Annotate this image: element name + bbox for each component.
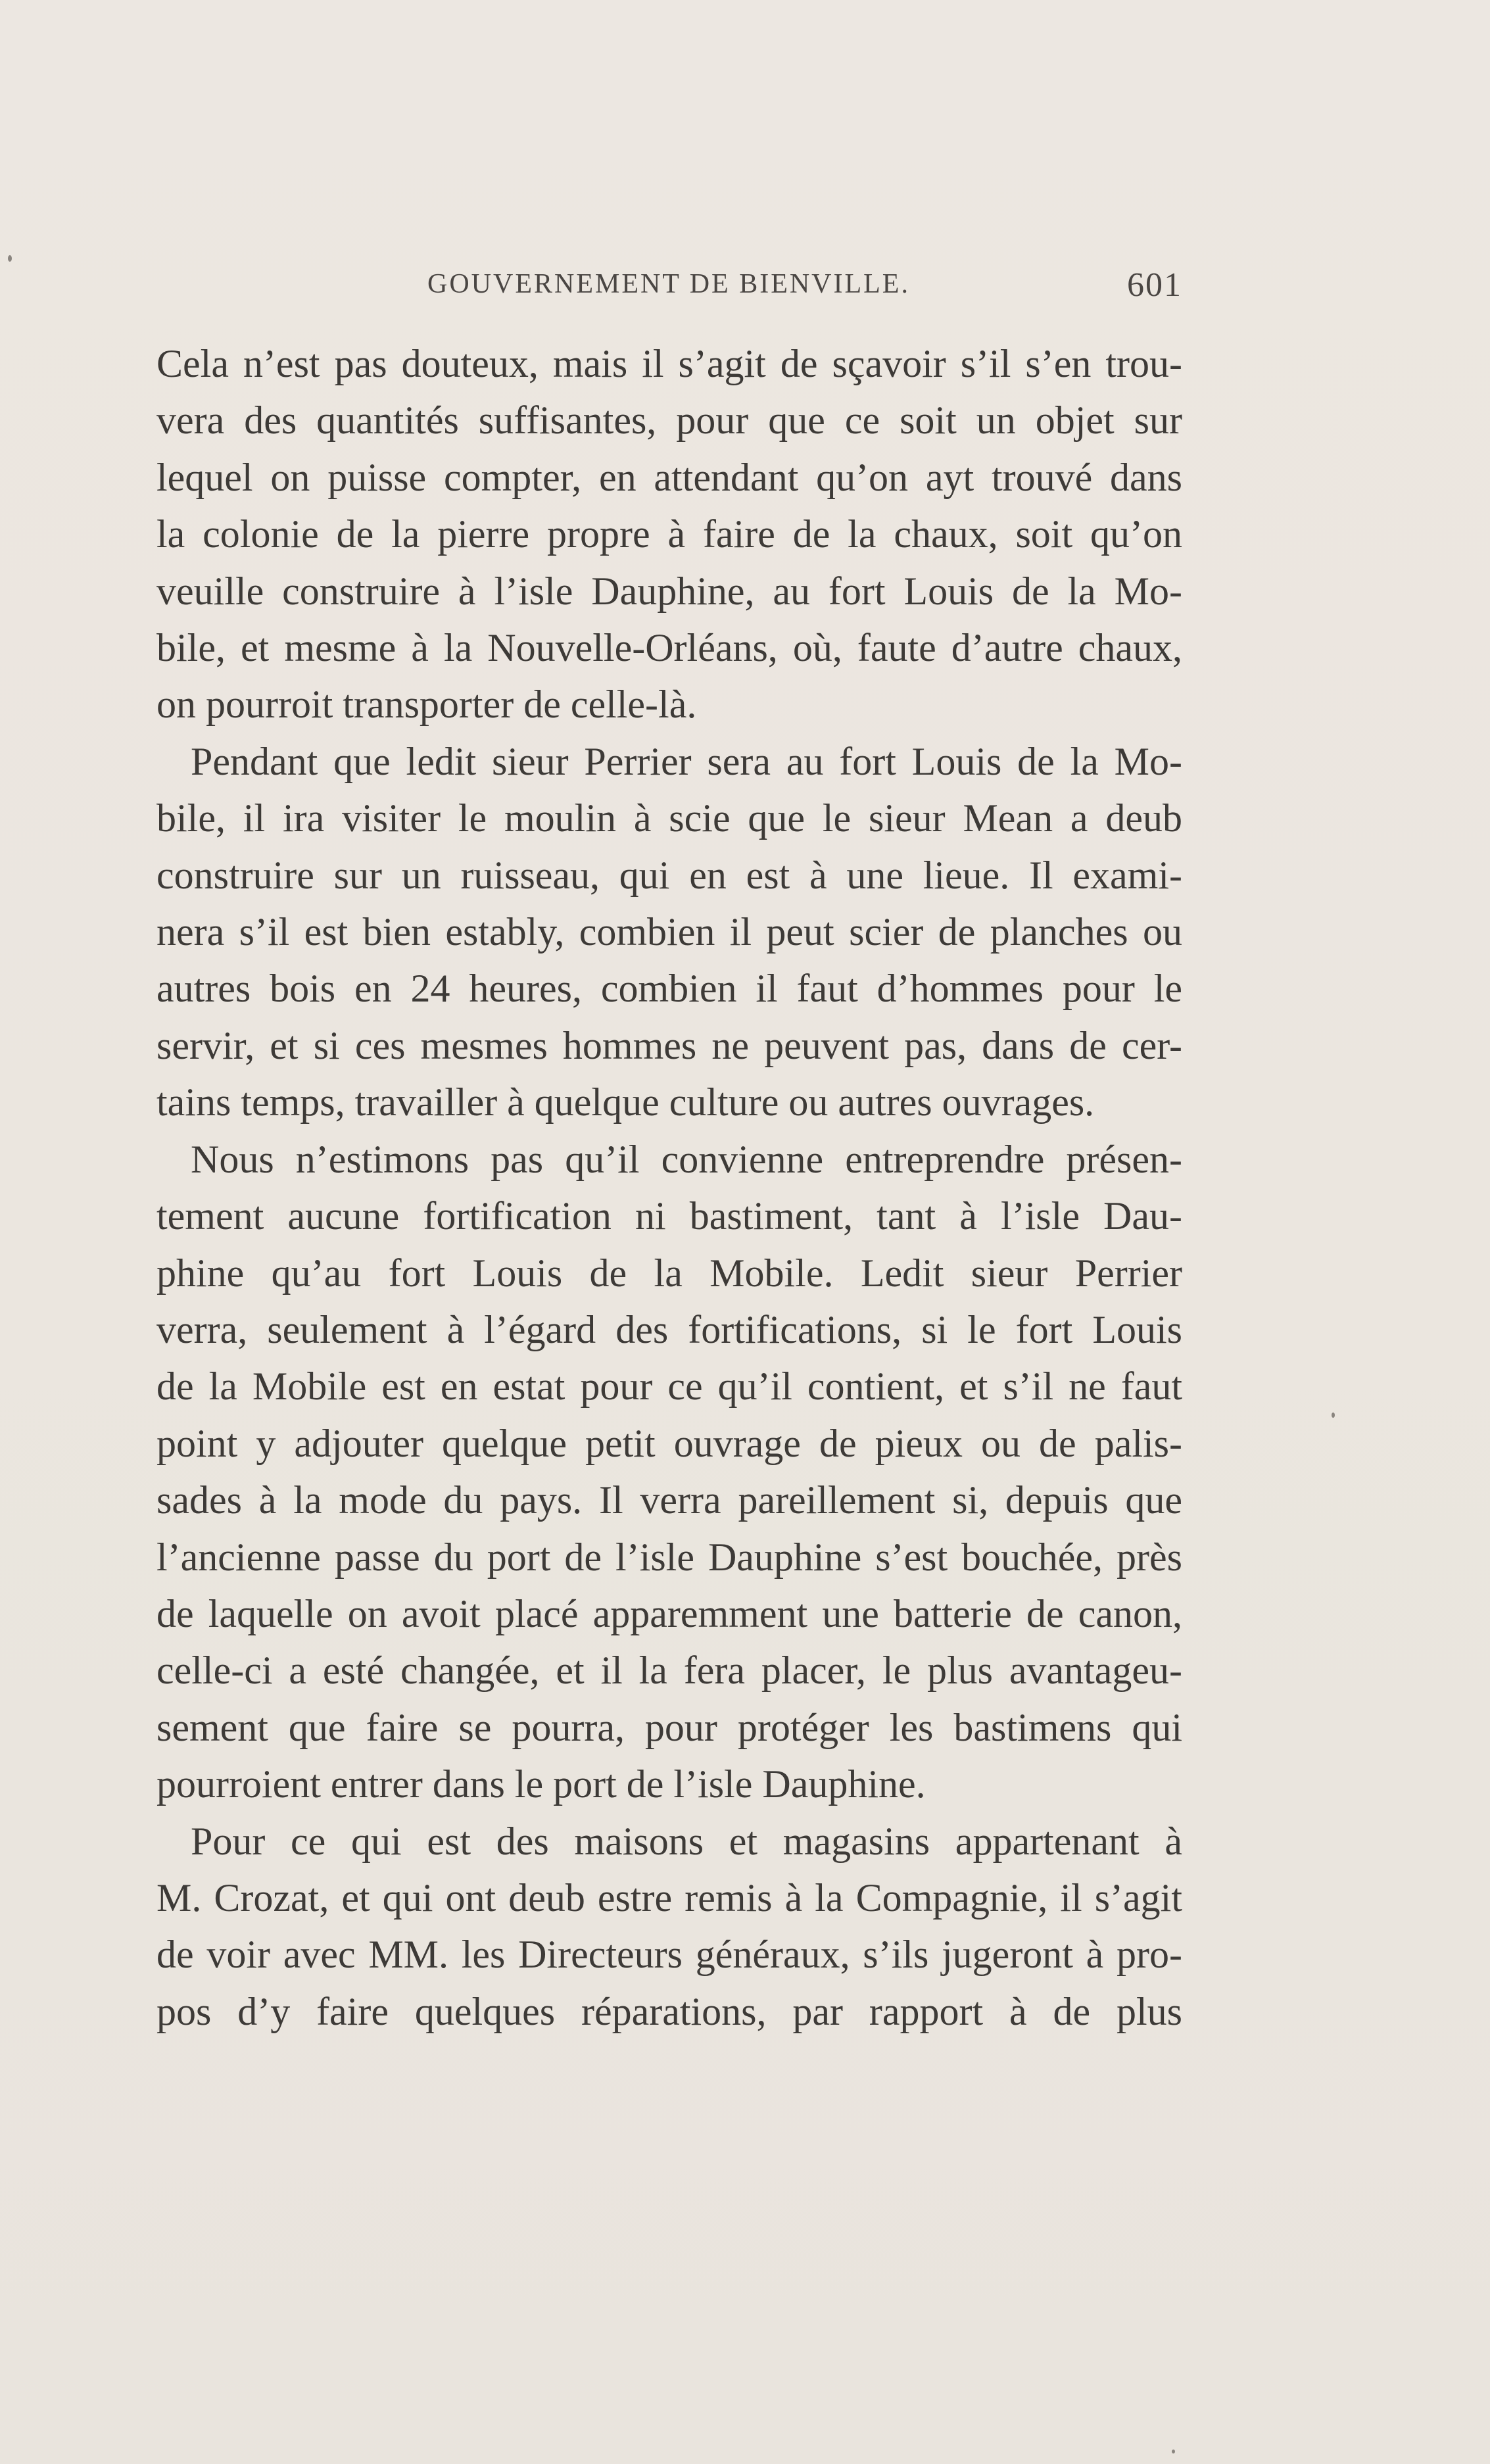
- text-line: de la Mobile est en estat pour ce qu’il contient, et s’il ne faut: [156, 1365, 1182, 1409]
- body-text: [156, 335, 1182, 2040]
- text-line: sades à la mode du pays. Il verra pareillement si, depuis que: [156, 1478, 1182, 1522]
- text-line: de voir avec MM. les Directeurs généraux, s’ils jugeront à pro-: [156, 1933, 1182, 1977]
- text-line: Pendant que ledit sieur Perrier sera au fort Louis de la Mo-: [191, 739, 1182, 783]
- text-line: verra, seulement à l’égard des fortifications, si le fort Louis: [156, 1307, 1182, 1351]
- text-line: la colonie de la pierre propre à faire de la chaux, soit qu’on: [156, 512, 1182, 556]
- running-title: GOUVERNEMENT DE BIENVILLE.: [427, 269, 910, 299]
- text-line: pos d’y faire quelques réparations, par rapport à de plus: [156, 1989, 1182, 2033]
- text-line: bile, il ira visiter le moulin à scie que le sieur Mean a deub: [156, 796, 1182, 840]
- paper-speck: [1332, 1413, 1335, 1418]
- text-line: bile, et mesme à la Nouvelle-Orléans, où, faute d’autre chaux,: [156, 626, 1182, 670]
- paragraph-4: [156, 1813, 1182, 2041]
- text-line: pourroient entrer dans le port de l’isle Dauphine.: [156, 1762, 926, 1806]
- text-line: celle-ci a esté changée, et il la fera placer, le plus avantageu-: [156, 1649, 1182, 1693]
- text-line: Cela n’est pas douteux, mais il s’agit de sçavoir s’il s’en trou-: [156, 342, 1182, 385]
- text-line: point y adjouter quelque petit ouvrage de pieux ou de palis-: [156, 1421, 1182, 1465]
- text-line: de laquelle on avoit placé apparemment une batterie de canon,: [156, 1591, 1182, 1635]
- text-line: vera des quantités suffisantes, pour que ce soit un objet sur: [156, 399, 1182, 443]
- text-line: construire sur un ruisseau, qui en est à une lieue. Il exami-: [156, 853, 1182, 897]
- text-line: lequel on puisse compter, en attendant qu’on ayt trouvé dans: [156, 455, 1182, 499]
- text-line: on pourroit transporter de celle-là.: [156, 683, 697, 727]
- running-head: [156, 268, 1182, 314]
- text-line: phine qu’au fort Louis de la Mobile. Ledit sieur Perrier: [156, 1251, 1182, 1295]
- text-line: tement aucune fortification ni bastiment, tant à l’isle Dau-: [156, 1194, 1182, 1238]
- paper-speck: [8, 255, 12, 262]
- text-line: l’ancienne passe du port de l’isle Dauphine s’est bouchée, près: [156, 1535, 1182, 1579]
- text-line: servir, et si ces mesmes hommes ne peuvent pas, dans de cer-: [156, 1023, 1182, 1067]
- text-line: tains temps, travailler à quelque culture ou autres ouvrages.: [156, 1080, 1095, 1124]
- paper-speck: [1172, 2450, 1175, 2453]
- page-number: 601: [1127, 266, 1182, 304]
- text-line: sement que faire se pourra, pour protéger les bastimens qui: [156, 1705, 1182, 1749]
- paragraph-3: [156, 1131, 1182, 1813]
- paragraph-1: [156, 335, 1182, 733]
- text-line: nera s’il est bien estably, combien il peut scier de planches ou: [156, 910, 1182, 954]
- text-line: autres bois en 24 heures, combien il faut d’hommes pour le: [156, 967, 1182, 1011]
- paragraph-2: [156, 733, 1182, 1131]
- text-line: veuille construire à l’isle Dauphine, au fort Louis de la Mo-: [156, 569, 1182, 613]
- text-line: Pour ce qui est des maisons et magasins appartenant à: [191, 1819, 1182, 1863]
- text-line: M. Crozat, et qui ont deub estre remis à la Compagnie, il s’agit: [156, 1875, 1182, 1920]
- text-line: Nous n’estimons pas qu’il convienne entreprendre présen-: [191, 1137, 1182, 1181]
